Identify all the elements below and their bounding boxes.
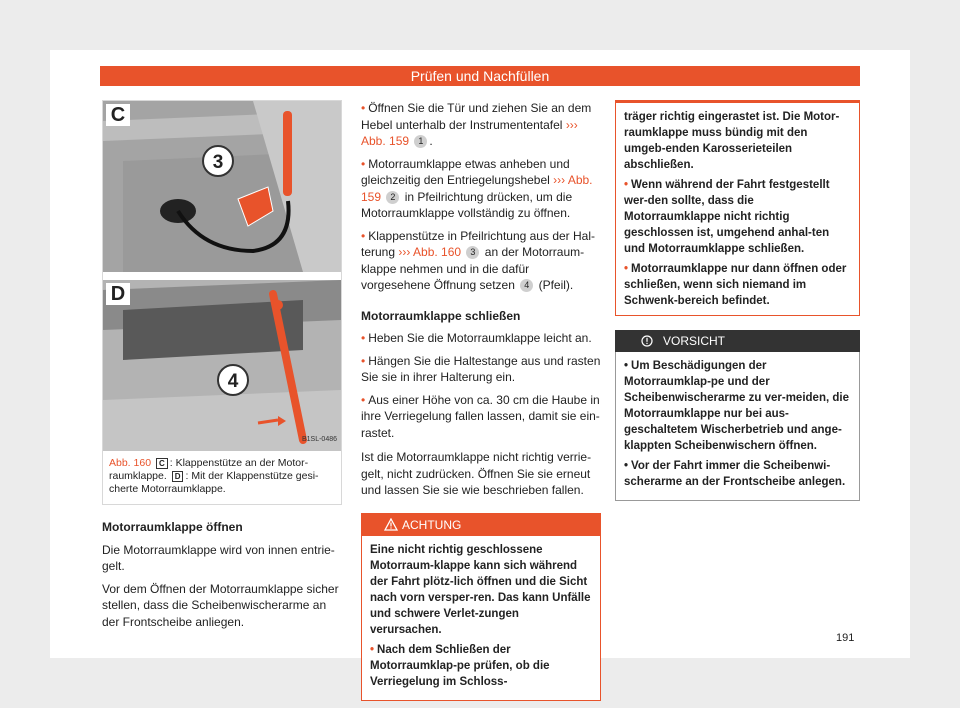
warning-body: Eine nicht richtig geschlossene Motorraum-klappe kann sich während der Fahrt plötz-lich öffnen und die Sicht nach vorn versper-ren. Das kann Unfälle und schwere Verlet-zungen verursachen. • Nach dem Schließen der Motorraumklap-pe prüfen, ob die Verriegelung im Schloss- (370, 543, 591, 688)
bullet-item: • Hängen Sie die Haltestange aus und rasten Sie sie in ihrer Halterung ein. (361, 353, 601, 384)
figure-panel-d (103, 280, 341, 451)
callout-4: 4 (227, 371, 239, 392)
caution-box (615, 330, 860, 501)
figure-panel-c (103, 101, 341, 272)
bullet-item: • Motorraumklappe etwas anheben und gleichzeitig den Entriegelungshebel ››› Abb. 159 2 in Pfeilrichtung drücken, um die Motorraumklappe vollständig zu öffnen. (361, 156, 593, 220)
info-circle-icon (641, 335, 653, 347)
caption-key-c: C (156, 458, 168, 469)
caution-title: VORSICHT (663, 334, 726, 348)
panel-letter-c: C (106, 104, 130, 126)
caution-header (615, 330, 860, 352)
column-middle (361, 100, 601, 701)
paragraph: Vor dem Öffnen der Motorraumklappe sicher stellen, dass die Scheibenwischerarme an der Frontscheibe anliegen. (102, 581, 339, 629)
paragraph: Die Motorraumklappe wird von innen entrie-gelt. (102, 542, 335, 573)
hood-strut-illustration-c (103, 101, 341, 272)
bullet-item: • Klappenstütze in Pfeilrichtung aus der Hal-terung ››› Abb. 160 3 an der Motorraum-klappe nehmen und in die dafür vorgesehene Öffnung setzen 4 (Pfeil). (361, 228, 595, 292)
number-circle: 2 (386, 191, 399, 204)
panel-letter-d: D (106, 283, 130, 305)
paragraph: Ist die Motorraumklappe nicht richtig verrie-gelt, nicht zudrücken. Öffnen Sie sie erneut und lassen Sie sie wie beschrieben fallen. (361, 450, 592, 497)
column-right (615, 100, 860, 501)
figure-code: B1SL-0486 (301, 435, 337, 443)
section-heading-close: Motorraumklappe schließen (361, 308, 521, 323)
bullet-item: • Aus einer Höhe von ca. 30 cm die Haube in ihre Verriegelung fallen lassen, damit sie ein-rastet. (361, 392, 600, 440)
figure-link[interactable]: ››› Abb. 160 (398, 245, 462, 259)
hood-strut-illustration-d (103, 280, 341, 451)
figure-160 (102, 100, 342, 505)
warning-header (362, 514, 600, 536)
bullet-item: • Öffnen Sie die Tür und ziehen Sie an dem Hebel unterhalb der Instrumententafel ››› Abb. 159 1 . (361, 101, 592, 148)
chapter-header: Prüfen und Nachfüllen (100, 66, 860, 86)
warning-box (361, 513, 601, 701)
caption-text-c: : Klappenstütze an der Motor-raumklappe. (109, 457, 309, 482)
number-circle: 4 (520, 279, 533, 292)
warning-triangle-icon (384, 518, 398, 531)
number-circle: 3 (466, 246, 479, 259)
figure-link[interactable]: ››› Abb. 159 (361, 173, 593, 204)
caption-key-d: D (172, 471, 184, 482)
number-circle: 1 (414, 135, 427, 148)
warning-continued: träger richtig eingerastet ist. Die Motor-raumklappe muss bündig mit den umgeb-enden Karosserieteilen abschließen. • Wenn während der Fahrt festgestellt wer-den sollte, dass die Motorraumklappe nicht richtig geschlossen ist, umgehend anhal-ten und Motorraumklappe schließen. • Motorraumklappe nur dann öffnen oder schließen, wenn sich niemand im Schwenk-bereich befindet. (615, 100, 860, 316)
caution-body: • Um Beschädigungen der Motorraumklap-pe und der Scheibenwischerarme zu ver-meiden, die Motorraumklappe nur bei aus-geschaltetem Wischerbetrieb und ange-klappten Scheibenwischern öffnen. • Vor der Fahrt immer die Scheibenwi-scherarme an der Frontscheibe anlegen. (615, 352, 860, 501)
figure-caption (103, 451, 341, 504)
section-heading-open: Motorraumklappe öffnen (102, 520, 243, 534)
callout-3: 3 (212, 152, 224, 173)
figure-link[interactable]: ››› Abb. 159 (361, 117, 578, 148)
column-left (102, 100, 342, 636)
caption-text-d: : Mit der Klappenstütze gesi-cherte Motorraumklappe. (109, 470, 319, 495)
page-number: 191 (836, 632, 855, 644)
bullet-item: • Heben Sie die Motorraumklappe leicht an. (361, 331, 592, 345)
warning-title: ACHTUNG (402, 517, 462, 532)
caption-label: Abb. 160 (109, 457, 152, 469)
